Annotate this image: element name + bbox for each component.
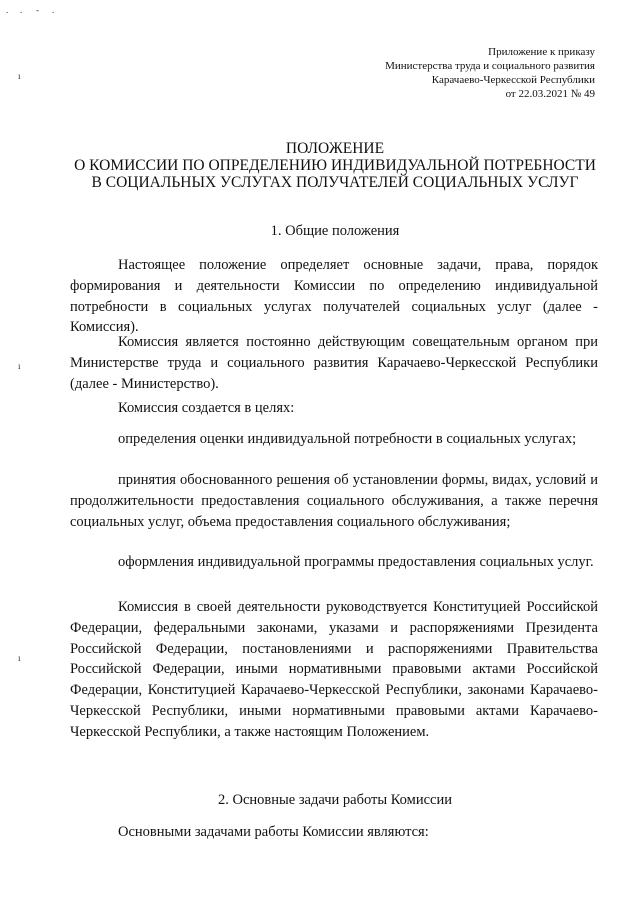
scan-artifact: . xyxy=(6,5,9,15)
paragraph: оформления индивидуальной программы предоставления социальных услуг. xyxy=(118,554,594,570)
appendix-line: Карачаево-Черкесской Республики xyxy=(431,74,595,86)
appendix-date: от 22.03.2021 № 49 xyxy=(505,88,595,100)
title-line: ПОЛОЖЕНИЕ xyxy=(285,140,385,157)
paragraph: принятия обоснованного решения об установлении формы, видах, условий и продолжительности предоставления социального обслуживания, а также перечня социальных услуг, объема предоставления социального обслуживания; xyxy=(70,472,598,530)
scan-artifact: ı xyxy=(18,71,21,81)
title-line: В СОЦИАЛЬНЫХ УСЛУГАХ ПОЛУЧАТЕЛЕЙ СОЦИАЛЬНЫХ УСЛУГ xyxy=(91,174,579,191)
section-2-heading: 2. Основные задачи работы Комиссии xyxy=(218,792,452,808)
section-1-heading: 1. Общие положения xyxy=(270,223,400,239)
paragraph: Комиссия в своей деятельности руководствуется Конституцией Российской Федерации, федеральными законами, указами и распоряжениями Президента Российской Федерации, постановлениями и распоряжениями Правительства Российской Федерации, иными нормативными правовыми актами Российской Федерации, Конституцией Карачаево-Черкесской Республики, законами Карачаево-Черкесской Республики, иными нормативными правовыми актами Карачаево-Черкесской Республики, а также настоящим Положением. xyxy=(70,599,598,740)
paragraph: Настоящее положение определяет основные задачи, права, порядок формирования и деятельности Комиссии по определению индивидуальной потребности в социальных услугах получателей социальных услуг (далее - Комиссия). xyxy=(70,257,598,336)
appendix-line: Приложение к приказу xyxy=(488,46,595,58)
paragraph: Комиссия является постоянно действующим совещательным органом при Министерстве труда и социального развития Карачаево-Черкесской Республики (далее - Министерство). xyxy=(70,334,598,392)
appendix-line: Министерства труда и социального развития xyxy=(385,60,595,72)
appendix-reference xyxy=(385,45,595,101)
title-line: О КОМИССИИ ПО ОПРЕДЕЛЕНИЮ ИНДИВИДУАЛЬНОЙ ПОТРЕБНОСТИ xyxy=(74,157,596,174)
scan-artifact: . xyxy=(20,5,23,15)
scan-artifact: . xyxy=(52,5,55,15)
document-title xyxy=(50,140,620,191)
scan-artifact: ı xyxy=(18,653,21,663)
paragraph: определения оценки индивидуальной потребности в социальных услугах; xyxy=(118,431,577,447)
paragraph: Комиссия создается в целях: xyxy=(118,400,295,416)
paragraph: Основными задачами работы Комиссии являются: xyxy=(118,824,429,840)
scan-artifact: - xyxy=(36,5,39,15)
scan-artifact: ı xyxy=(18,361,21,371)
